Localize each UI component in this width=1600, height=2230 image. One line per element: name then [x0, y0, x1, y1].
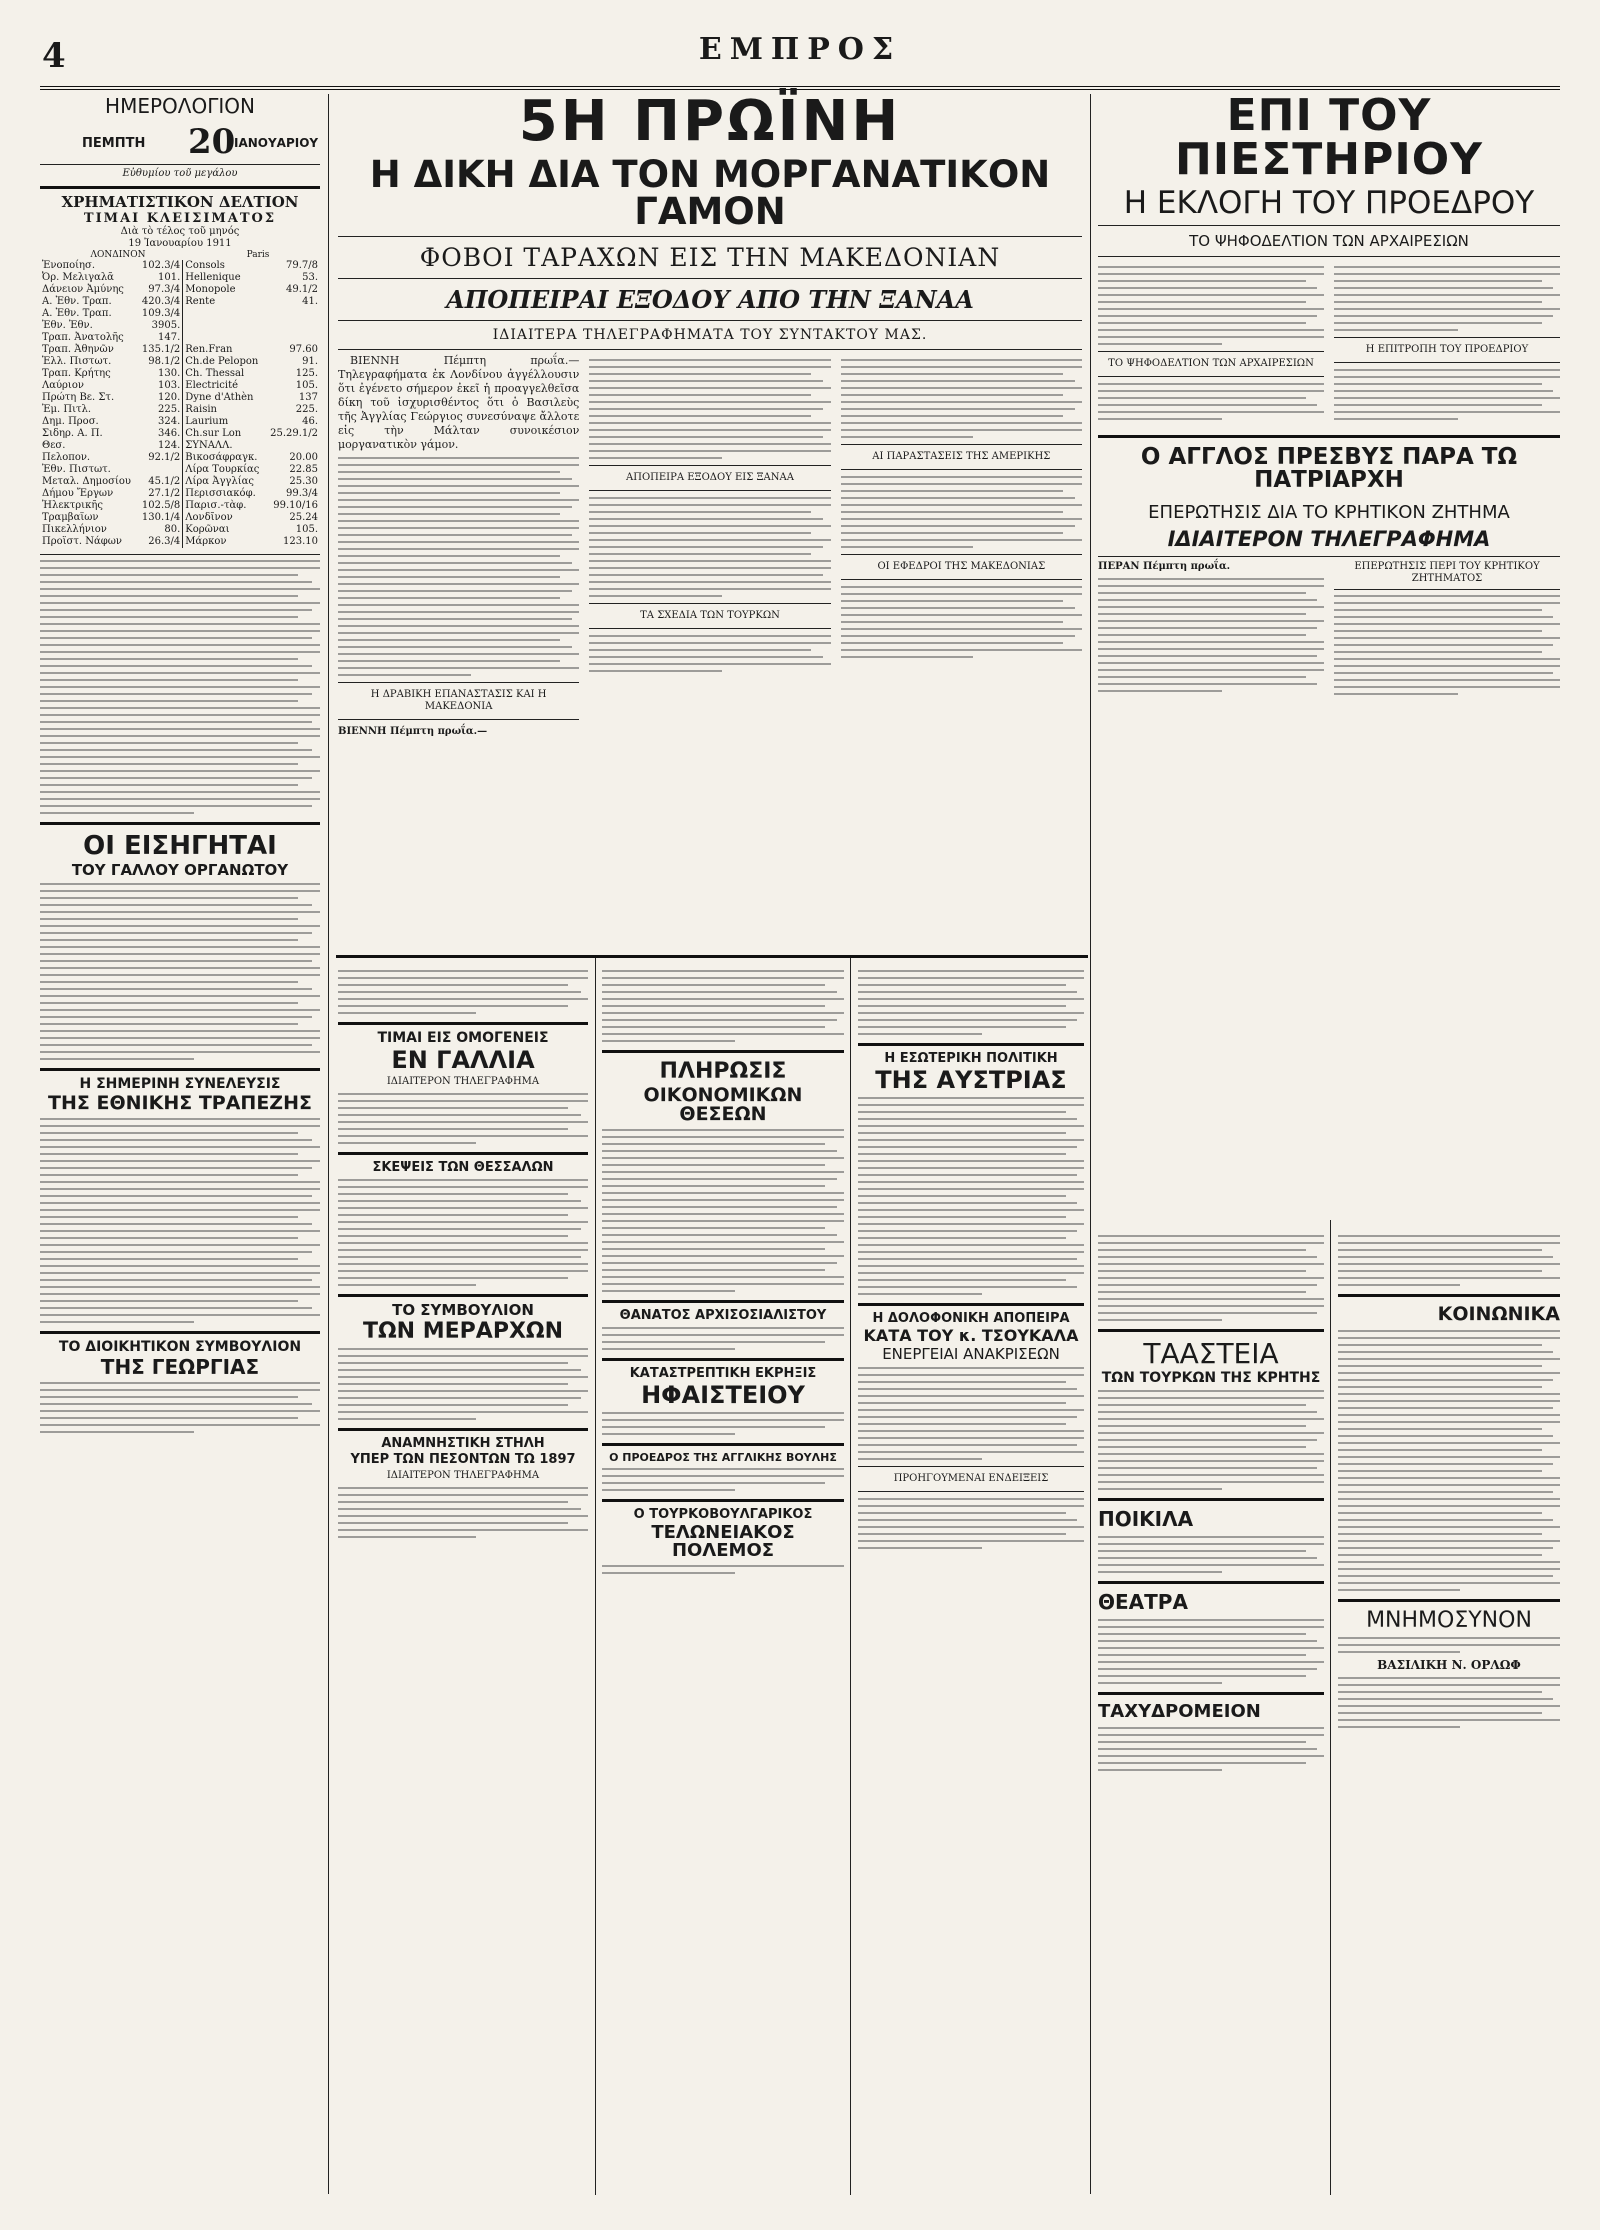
financial-row: [40, 536, 320, 548]
sub-exodos: ΑΠΟΠΕΙΡΑ ΕΞΟΔΟΥ ΕΙΣ ΞΑΝΑΑ: [626, 472, 794, 483]
article-text: [1338, 1235, 1560, 1286]
financial-price: 27.1/2: [148, 488, 181, 499]
left-column: [40, 94, 320, 1438]
financial-row: [40, 284, 320, 296]
financial-price: 137: [298, 392, 318, 403]
lower-col-c: [858, 965, 1084, 1554]
heading-skepseis: ΣΚΕΨΕΙΣ ΤΩΝ ΘΕΣΣΑΛΩΝ: [372, 1160, 554, 1175]
financial-security: Μεταλ. Δημοσίου: [42, 476, 131, 487]
financial-price: 46.: [302, 416, 318, 427]
financial-security: Consols: [183, 260, 266, 272]
financial-security: Κορῶναι: [183, 524, 266, 536]
article-text: [1098, 1536, 1324, 1573]
heading-koinonika: ΚΟΙΝΩΝΙΚΑ: [1437, 1303, 1560, 1325]
heading-symvoulion-sub: ΤΗΣ ΓΕΩΡΓΙΑΣ: [100, 1355, 260, 1379]
financial-price: [265, 320, 320, 332]
column-rule: [1090, 94, 1091, 2194]
heading-tsoukala: ΚΑΤΑ ΤΟΥ κ. ΤΣΟΥΚΑΛΑ: [863, 1326, 1079, 1345]
financial-price: 103.: [158, 380, 181, 391]
heading-austrias: ΤΗΣ ΑΥΣΤΡΙΑΣ: [875, 1066, 1067, 1094]
financial-date: 19 Ἰανουαρίου 1911: [128, 238, 232, 249]
financial-security: Τραμβαϊων: [42, 512, 99, 523]
financial-markets: [40, 250, 320, 260]
article-text: [1338, 1330, 1560, 1591]
financial-security: Σιδηρ. Α. Π.: [42, 428, 103, 439]
financial-price: [265, 440, 320, 452]
article-text: [841, 586, 1082, 658]
financial-security: Α. Ἐθν. Τραπ.: [42, 308, 112, 319]
article-text: [602, 1412, 844, 1435]
article-text: [1334, 266, 1560, 331]
financial-security: Ἑλλ. Πιστωτ.: [42, 356, 112, 367]
financial-price: 130.: [158, 368, 181, 379]
heading-anakriseon: ΕΝΕΡΓΕΙΑΙ ΑΝΑΚΡΙΣΕΩΝ: [882, 1345, 1060, 1363]
right-top: [1098, 90, 1560, 700]
calendar-day: 20: [188, 122, 236, 162]
sub-amerikis: ΑΙ ΠΑΡΑΣΤΑΣΕΙΣ ΤΗΣ ΑΜΕΡΙΚΗΣ: [872, 451, 1051, 462]
financial-row: [40, 368, 320, 380]
headline-presvys: Ο ΑΓΓΛΟΣ ΠΡΕΣΒΥΣ ΠΑΡΑ ΤΩ ΠΑΤΡΙΑΡΧΗ: [1140, 444, 1518, 493]
center-col-3: [841, 354, 1082, 738]
financial-price: 123.10: [283, 536, 318, 547]
article-text: [1098, 266, 1324, 345]
financial-security: Λίρα Τουρκίας: [183, 464, 266, 476]
financial-security: Ἐμ. Πιτλ.: [42, 404, 92, 415]
financial-security: [183, 332, 266, 344]
center-col-1: [338, 354, 579, 738]
financial-price: 25.24: [289, 512, 318, 523]
section-rule: [336, 955, 1088, 958]
financial-row: [40, 512, 320, 524]
market-london: ΛΟΝΔΙΝΟΝ: [90, 250, 146, 260]
financial-security: Τραπ. Ἀθηνῶν: [42, 344, 114, 355]
article-text: [1338, 1637, 1560, 1653]
financial-title: ΧΡΗΜΑΤΙΣΤΙΚΟΝ ΔΕΛΤΙΟΝ: [61, 193, 299, 211]
right-columns: [1098, 261, 1560, 425]
financial-price: 225.: [295, 404, 318, 415]
heading-synelefsis: Η ΣΗΜΕΡΙΝΗ ΣΥΝΕΛΕΥΣΙΣ: [79, 1076, 281, 1092]
article-text: [1338, 1677, 1560, 1728]
financial-security: Δάνειον Ἀμύνης: [42, 284, 124, 295]
headline-piestirio: ΕΠΙ ΤΟΥ ΠΙΕΣΤΗΡΙΟΥ: [1174, 90, 1484, 185]
newspaper-title: ΕΜΠΡΟΣ: [698, 32, 902, 67]
heading-pliroseis: ΠΛΗΡΩΣΙΣ: [659, 1059, 787, 1084]
financial-row: [40, 500, 320, 512]
article-text: [338, 1093, 588, 1144]
financial-security: Παρισ.-τὰφ.: [183, 500, 266, 512]
sub-eperotisis: ΕΠΕΡΩΤΗΣΙΣ ΔΙΑ ΤΟ ΚΡΗΤΙΚΟΝ ΖΗΤΗΜΑ: [1148, 502, 1510, 523]
financial-security: Λονδῖνον: [183, 512, 266, 524]
financial-security: Πρώτη Βε. Στ.: [42, 392, 115, 403]
financial-price: 124.: [158, 440, 181, 451]
financial-price: 102.3/4: [141, 260, 181, 271]
financial-security: Πικελλήνιον: [42, 524, 107, 535]
financial-price: 49.1/2: [286, 284, 318, 295]
lead-paragraph: ΒΙΕΝΝΗ Πέμπτη πρωΐα.— Τηλεγραφήματα ἐκ Λονδίνου ἀγγέλλουσιν ὅτι ἐγένετο σήμερον ἐκεῖ ἡ προαγγελθεῖσα δίκη τοῦ ἰσχυρισθέντος ὅτι ὁ Βασιλεὺς τῆς Ἀγγλίας Γεώργιος συνεσύναψε ἄλλοτε εἰς τὴν Μάλταν συνοικέσιον μοργανατικὸν γάμον.: [338, 354, 580, 451]
financial-table: [40, 260, 320, 548]
center-top: [338, 89, 1082, 738]
financial-security: ΣΥΝΑΛΛ.: [183, 440, 266, 452]
headline-eklogi: Η ΕΚΛΟΓΗ ΤΟΥ ΠΡΟΕΔΡΟΥ: [1123, 185, 1535, 221]
sub-headline-macedonia: ΦΟΒΟΙ ΤΑΡΑΧΩΝ ΕΙΣ ΤΗΝ ΜΑΚΕΔΟΝΙΑΝ: [419, 243, 1001, 272]
financial-price: 324.: [158, 416, 181, 427]
column-rule: [595, 955, 596, 2195]
article-text: [1098, 1619, 1324, 1684]
financial-security: Rente: [183, 296, 266, 308]
article-text: [602, 1129, 844, 1292]
financial-row: [40, 356, 320, 368]
market-paris: Paris: [246, 250, 270, 260]
heading-taasteia: ΤΑΑΣΤΕΙΑ: [1143, 1337, 1279, 1370]
article-text: [338, 1348, 588, 1420]
kicker-5i-proini: 5Η ΠΡΩΪΝΗ: [518, 89, 902, 154]
sub-headline-telegrams: ΙΔΙΑΙΤΕΡΑ ΤΗΛΕΓΡΑΦΗΜΑΤΑ ΤΟΥ ΣΥΝΤΑΚΤΟΥ ΜΑΣ.: [492, 327, 928, 343]
article-text: [338, 1179, 588, 1286]
financial-price: 147.: [158, 332, 181, 343]
heading-thanatos: ΘΑΝΑΤΟΣ ΑΡΧΙΣΟΣΙΑΛΙΣΤΟΥ: [619, 1308, 827, 1323]
right-col-4: [1334, 561, 1560, 700]
heading-endeixeis: ΠΡΟΗΓΟΥΜΕΝΑΙ ΕΝΔΕΙΞΕΙΣ: [893, 1473, 1049, 1484]
heading-esoteriki: Η ΕΣΩΤΕΡΙΚΗ ΠΟΛΙΤΙΚΗ: [884, 1051, 1058, 1066]
article-text: [589, 359, 830, 459]
financial-security: Ch.de Pelopon: [183, 356, 266, 368]
heading-tourkovoulgarikos: Ο ΤΟΥΡΚΟΒΟΥΛΓΑΡΙΚΟΣ: [633, 1507, 813, 1522]
center-col-2: [589, 354, 830, 738]
financial-security: Περισσιακόφ.: [183, 488, 266, 500]
heading-symvoulion: ΤΟ ΔΙΟΙΚΗΤΙΚΟΝ ΣΥΜΒΟΥΛΙΟΝ: [58, 1339, 302, 1355]
financial-price: 420.3/4: [141, 296, 181, 307]
financial-price: 45.1/2: [148, 476, 181, 487]
financial-security: Ἐθν. Πιστωτ.: [42, 464, 111, 475]
financial-price: 346.: [158, 428, 181, 439]
heading-timai-sub: ΕΝ ΓΑΛΛΙΑ: [391, 1046, 535, 1074]
masthead: [40, 30, 1560, 90]
financial-security: Ὀρ. Μελιγαλᾶ: [42, 272, 114, 283]
financial-price: 135.1/2: [141, 344, 181, 355]
financial-price: 92.1/2: [148, 452, 181, 463]
financial-security: [183, 308, 266, 320]
names-list: [40, 560, 320, 814]
article-text: [1098, 578, 1324, 692]
article-text: [1334, 595, 1560, 695]
financial-price: 102.5/8: [141, 500, 181, 511]
article-text: [1098, 1727, 1324, 1771]
heading-timai: ΤΙΜΑΙ ΕΙΣ ΟΜΟΓΕΝΕΙΣ: [377, 1030, 549, 1046]
financial-price: 120.: [158, 392, 181, 403]
heading-anamnistiki-sub: ΥΠΕΡ ΤΩΝ ΠΕΣΟΝΤΩΝ ΤΩ 1897: [350, 1452, 576, 1467]
financial-price: [138, 464, 183, 476]
financial-price: 91.: [302, 356, 318, 367]
anamnistiki-telegram: ΙΔΙΑΙΤΕΡΟΝ ΤΗΛΕΓΡΑΦΗΜΑ: [386, 1470, 540, 1481]
lower-col-b: [602, 965, 844, 1579]
financial-security: Θεσ.: [42, 440, 66, 451]
calendar-saint: Εὐθυμίου τοῦ μεγάλου: [122, 168, 238, 179]
financial-price: 25.29.1/2: [270, 428, 318, 439]
main-headline: Η ΔΙΚΗ ΔΙΑ ΤΟΝ ΜΟΡΓΑΝΑΤΙΚΟΝ ΓΑΜΟΝ: [369, 153, 1051, 233]
article-text: [40, 883, 320, 1060]
heading-theatra: ΘΕΑΤΡΑ: [1098, 1590, 1188, 1614]
financial-security: Λίρα Ἀγγλίας: [183, 476, 266, 488]
heading-poikila: ΠΟΙΚΙΛΑ: [1098, 1507, 1194, 1531]
financial-row: [40, 272, 320, 284]
right-col-2: [1334, 261, 1560, 425]
article-text: [40, 1382, 320, 1433]
lower-col-a: [338, 965, 588, 1543]
financial-price: 97.60: [289, 344, 318, 355]
financial-price: 79.7/8: [286, 260, 318, 271]
heading-synelefsis-sub: ΤΗΣ ΕΘΝΙΚΗΣ ΤΡΑΠΕΖΗΣ: [48, 1092, 312, 1114]
financial-row: [40, 308, 320, 320]
heading-teloneiakos: ΤΕΛΩΝΕΙΑΚΟΣ ΠΟΛΕΜΟΣ: [651, 1522, 795, 1561]
article-text: [338, 970, 588, 1014]
financial-price: 80.: [164, 524, 181, 535]
article-text: [841, 359, 1082, 438]
financial-security: Τραπ. Κρήτης: [42, 368, 111, 379]
financial-security: Raisin: [183, 404, 266, 416]
heading-symvoulion-merarchon: ΤΟ ΣΥΜΒΟΥΛΙΟΝ: [392, 1301, 534, 1319]
heading-oikonomikon: ΟΙΚΟΝΟΜΙΚΩΝ ΘΕΣΕΩΝ: [643, 1084, 803, 1125]
page-number: 4: [42, 36, 66, 76]
sub-tilegrafima: ΙΔΙΑΙΤΕΡΟΝ ΤΗΛΕΓΡΑΦΗΜΑ: [1167, 527, 1491, 551]
financial-price: 25.30: [289, 476, 318, 487]
column-rule: [850, 955, 851, 2195]
financial-security: Τραπ. Ἀνατολῆς: [42, 332, 124, 343]
financial-row: [40, 524, 320, 536]
financial-row: [40, 404, 320, 416]
financial-security: Α. Ἐθν. Τραπ.: [42, 296, 112, 307]
article-text: [602, 970, 844, 1042]
financial-security: Ren.Fran: [183, 344, 266, 356]
financial-security: Βικοσάφραγκ.: [183, 452, 266, 464]
financial-price: 20.00: [289, 452, 318, 463]
financial-row: [40, 296, 320, 308]
financial-price: [265, 332, 320, 344]
article-text: [858, 1097, 1084, 1295]
financial-security: Ἑνοποίησ.: [42, 260, 96, 271]
heading-anamnistiki: ΑΝΑΜΝΗΣΤΙΚΗ ΣΤΗΛΗ: [381, 1436, 545, 1451]
heading-tachydromeion: ΤΑΧΥΔΡΟΜΕΙΟΝ: [1098, 1701, 1261, 1722]
financial-price: 99.3/4: [286, 488, 318, 499]
financial-subtitle: ΤΙΜΑΙ ΚΛΕΙΣΙΜΑΤΟΣ: [83, 211, 277, 226]
sub-psifodeltion: ΤΟ ΨΗΦΟΔΕΛΤΙΟΝ ΤΩΝ ΑΡΧΑΙΡΕΣΙΩΝ: [1189, 232, 1469, 250]
article-text: [841, 476, 1082, 548]
dateline-peran: ΠΕΡΑΝ Πέμπτη πρωΐα.: [1098, 561, 1231, 572]
article-text: [1098, 383, 1324, 420]
article-text: [858, 1367, 1084, 1460]
right-col-1: [1098, 261, 1324, 425]
financial-price: 99.10/16: [273, 500, 318, 511]
heading-tourkon-kritis: ΤΩΝ ΤΟΥΡΚΩΝ ΤΗΣ ΚΡΗΤΗΣ: [1101, 1370, 1321, 1386]
financial-security: Ἠλεκτρικῆς: [42, 500, 103, 511]
financial-price: 109.3/4: [141, 308, 181, 319]
financial-price: 53.: [302, 272, 318, 283]
dateline: ΒΙΕΝΝΗ Πέμπτη πρωΐα.—: [338, 726, 488, 737]
financial-row: [40, 464, 320, 476]
financial-security: Ἐθν. Ἐθν.: [42, 320, 93, 331]
financial-security: Monopole: [183, 284, 266, 296]
financial-security: Dyne d'Athèn: [183, 392, 266, 404]
sub-psifodeltion-2: ΤΟ ΨΗΦΟΔΕΛΤΙΟΝ ΤΩΝ ΑΡΧΑΙΡΕΣΙΩΝ: [1108, 358, 1314, 369]
financial-row: [40, 344, 320, 356]
financial-row: [40, 320, 320, 332]
column-rule: [328, 94, 329, 2194]
center-columns: [338, 354, 1082, 738]
financial-security: Δημ. Προσ.: [42, 416, 99, 427]
financial-security: Electricité: [183, 380, 266, 392]
newspaper-page: [40, 30, 1560, 2200]
financial-price: 125.: [295, 368, 318, 379]
article-text: [338, 1487, 588, 1538]
financial-row: [40, 416, 320, 428]
sub-dravikh: Η ΔΡΑΒΙΚΗ ΕΠΑΝΑΣΤΑΣΙΣ ΚΑΙ Η ΜΑΚΕΔΟΝΙΑ: [370, 689, 547, 712]
financial-price: 98.1/2: [148, 356, 181, 367]
financial-row: [40, 452, 320, 464]
article-text: [1334, 369, 1560, 420]
financial-row: [40, 476, 320, 488]
article-text: [40, 1118, 320, 1323]
lower-right-a: [1098, 1230, 1324, 1776]
article-text: [589, 497, 830, 597]
financial-security: Ch.sur Lon: [183, 428, 266, 440]
sub-schedia: ΤΑ ΣΧΕΔΙΑ ΤΩΝ ΤΟΥΡΚΩΝ: [640, 610, 780, 621]
financial-price: 26.3/4: [148, 536, 181, 547]
financial-row: [40, 260, 320, 272]
lower-right-b: [1338, 1230, 1560, 1733]
heading-ifaisteiou: ΗΦΑΙΣΤΕΙΟΥ: [641, 1381, 805, 1409]
heading-eisigitai-sub: ΤΟΥ ΓΑΛΛΟΥ ΟΡΓΑΝΩΤΟΥ: [71, 861, 289, 879]
financial-row: [40, 392, 320, 404]
calendar-title: ΗΜΕΡΟΛΟΓΙΟΝ: [105, 94, 255, 118]
heading-mnimosynon: ΜΝΗΜΟΣΥΝΟΝ: [1366, 1608, 1532, 1633]
financial-security: [183, 320, 266, 332]
article-text: [602, 1565, 844, 1574]
financial-price: 97.3/4: [148, 284, 181, 295]
right-col-3: [1098, 561, 1324, 700]
financial-row: [40, 332, 320, 344]
financial-security: Δήμου Ἔργων: [42, 488, 114, 499]
sub-headline-xanaa: ΑΠΟΠΕΙΡΑΙ ΕΞΟΔΟΥ ΑΠΟ ΤΗΝ ΞΑΝΑΑ: [446, 285, 974, 314]
financial-security: Hellenique: [183, 272, 266, 284]
financial-price: 225.: [158, 404, 181, 415]
article-text: [858, 970, 1084, 1035]
article-text: [602, 1468, 844, 1491]
financial-price: [265, 308, 320, 320]
financial-security: Ch. Thessal: [183, 368, 266, 380]
financial-security: Μάρκον: [183, 536, 266, 548]
heading-dolofoniki: Η ΔΟΛΟΦΟΝΙΚΗ ΑΠΟΠΕΙΡΑ: [872, 1311, 1070, 1326]
column-rule: [1330, 1220, 1331, 2195]
financial-security: Λαύριον: [42, 380, 84, 391]
financial-price: 3905.: [151, 320, 181, 331]
calendar-date: [40, 118, 320, 165]
sub-epitropi: Η ΕΠΙΤΡΟΠΗ ΤΟΥ ΠΡΟΕΔΡΙΟΥ: [1365, 344, 1529, 355]
financial-row: [40, 440, 320, 452]
financial-price: 105.: [295, 524, 318, 535]
calendar-weekday: ΠΕΜΠΤΗ: [82, 136, 146, 151]
heading-ekrixis: ΚΑΤΑΣΤΡΕΠΤΙΚΗ ΕΚΡΗΞΙΣ: [629, 1366, 817, 1381]
financial-row: [40, 380, 320, 392]
sub-efedroi: ΟΙ ΕΦΕΔΡΟΙ ΤΗΣ ΜΑΚΕΔΟΝΙΑΣ: [877, 561, 1046, 572]
financial-price: 101.: [158, 272, 181, 283]
article-text: [858, 1498, 1084, 1549]
calendar-month: ΙΑΝΟΥΑΡΙΟΥ: [234, 136, 319, 150]
financial-price: 41.: [302, 296, 318, 307]
article-text: [1098, 1390, 1324, 1490]
sub-kritiko: ΕΠΕΡΩΤΗΣΙΣ ΠΕΡΙ ΤΟΥ ΚΡΗΤΙΚΟΥ ΖΗΤΗΜΑΤΟΣ: [1354, 561, 1540, 584]
article-text: [602, 1327, 844, 1350]
financial-price: 22.85: [289, 464, 318, 475]
heading-eisigitai: ΟΙ ΕΙΣΗΓΗΤΑΙ: [83, 831, 277, 861]
financial-security: Προϊστ. Νάφων: [42, 536, 122, 547]
heading-merarchon: ΤΩΝ ΜΕΡΑΡΧΩΝ: [362, 1319, 564, 1344]
timai-telegram: ΙΔΙΑΙΤΕΡΟΝ ΤΗΛΕΓΡΑΦΗΜΑ: [386, 1076, 540, 1087]
financial-row: [40, 428, 320, 440]
heading-proedros: Ο ΠΡΟΕΔΡΟΣ ΤΗΣ ΑΓΓΛΙΚΗΣ ΒΟΥΛΗΣ: [609, 1451, 837, 1464]
financial-price: 105.: [295, 380, 318, 391]
mnimosynon-name: ΒΑΣΙΛΙΚΗ Ν. ΟΡΛΩΦ: [1377, 1658, 1521, 1672]
financial-security: Laurium: [183, 416, 266, 428]
financial-security: Πελοπον.: [42, 452, 91, 463]
article-text: [589, 635, 830, 672]
financial-row: [40, 488, 320, 500]
article-text: [1098, 1235, 1324, 1321]
article-text: [338, 457, 579, 676]
financial-note: Διὰ τὸ τέλος τοῦ μηνός: [120, 226, 240, 237]
right-columns-2: [1098, 561, 1560, 700]
financial-price: 130.1/4: [141, 512, 181, 523]
